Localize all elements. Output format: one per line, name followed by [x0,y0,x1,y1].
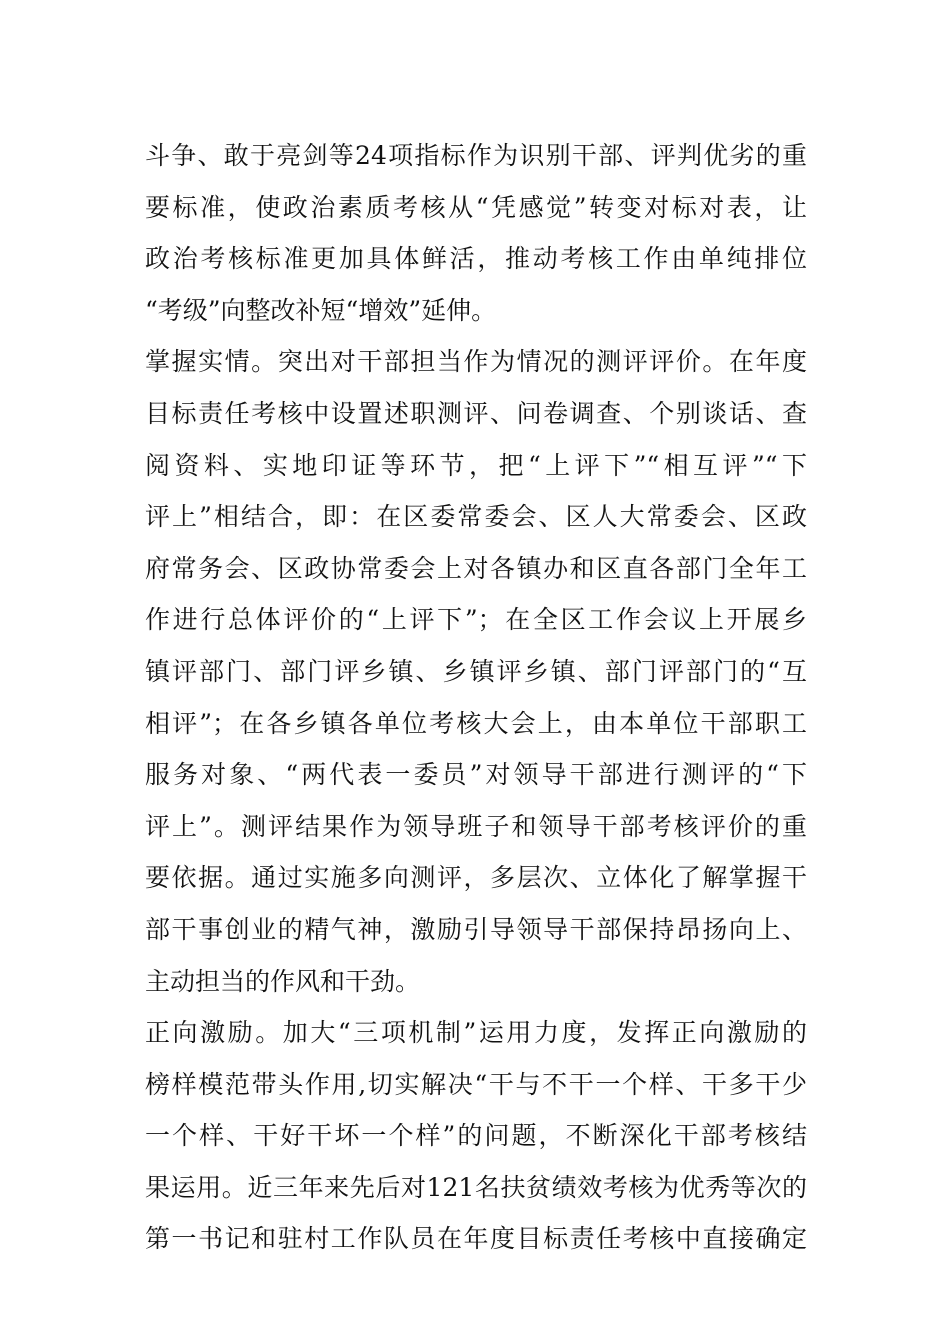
text-line: 主动担当的作风和干劲。 [145,966,421,996]
text-line: “考级”向整改补短“增效”延伸。 [145,295,497,325]
paragraph-political-standards [145,130,807,336]
text-line: 要依据。通过实施多向测评，多层次、立体化了解掌握干 [145,863,807,893]
text-line: 果运用。近三年来先后对121名扶贫绩效考核为优秀等次的 [145,1172,807,1202]
text-line: 目标责任考核中设置述职测评、问卷调查、个别谈话、查 [145,398,807,428]
paragraph-positive-incentive [145,1007,807,1265]
text-line: 斗争、敢于亮剑等24项指标作为识别干部、评判优劣的重 [145,141,807,170]
text-line: 作进行总体评价的“上评下”；在全区工作会议上开展乡 [145,605,807,635]
text-line: 政治考核标准更加具体鲜活，推动考核工作由单纯排位 [145,244,807,274]
text-line: 阅资料、实地印证等环节，把“上评下”“相互评”“下 [145,450,807,480]
paragraph-grasp-facts [145,336,807,1007]
text-line: 一个样、干好干坏一个样”的问题，不断深化干部考核结 [145,1121,807,1151]
text-line: 第一书记和驻村工作队员在年度目标责任考核中直接确定 [145,1224,807,1254]
text-line: 相评”；在各乡镇各单位考核大会上，由本单位干部职工 [145,708,807,738]
text-line: 要标准，使政治素质考核从“凭感觉”转变对标对表，让 [145,192,807,222]
text-line: 服务对象、“两代表一委员”对领导干部进行测评的“下 [145,760,807,790]
text-line: 评上”。测评结果作为领导班子和领导干部考核评价的重 [145,811,807,841]
text-line: 镇评部门、部门评乡镇、乡镇评乡镇、部门评部门的“互 [145,656,807,686]
text-line: 掌握实情。突出对干部担当作为情况的测评评价。在年度 [145,347,807,377]
text-line: 评上”相结合，即：在区委常委会、区人大常委会、区政 [145,502,807,532]
text-line: 府常务会、区政协常委会上对各镇办和区直各部门全年工 [145,553,807,583]
text-line: 榜样模范带头作用,切实解决“干与不干一个样、干多干少 [145,1069,807,1099]
document-body [145,130,807,1265]
text-line: 正向激励。加大“三项机制”运用力度，发挥正向激励的 [145,1018,807,1048]
text-line: 部干事创业的精气神，激励引导领导干部保持昂扬向上、 [145,914,807,944]
